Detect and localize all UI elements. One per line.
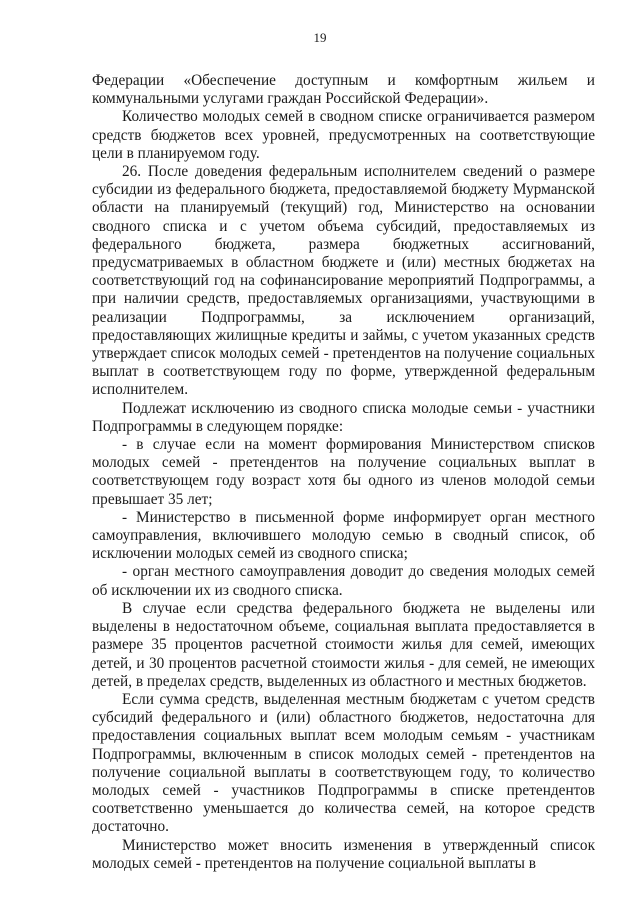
paragraph-family-count: Количество молодых семей в сводном списке ограничивается размером средств бюджетов всех уровней, предусмотренных на соответствующие цели в планируемом году. <box>92 108 595 162</box>
paragraph-continuation: Федерации «Обеспечение доступным и комфортным жильем и коммунальными услугами граждан Российской Федерации». <box>92 72 595 108</box>
paragraph-exclusion-intro: Подлежат исключению из сводного списка молодые семьи - участники Подпрограммы в следующем порядке: <box>92 399 595 435</box>
paragraph-insufficient-funds: Если сумма средств, выделенная местным бюджетам с учетом средств субсидий федерального и (или) областного бюджетов, недостаточна для предоставления социальных выплат всем молодым семьям - участникам Подпрограммы, включенным в список молодых семей - претендентов на получение социальной выплаты в соответствующем году, то количество молодых семей - участников Подпрограммы в списке претендентов соответственно уменьшается до количества семей, на которое средств достаточно. <box>92 690 595 836</box>
list-item-age-limit: - в случае если на момент формирования Министерством списков молодых семей - претендентов на получение социальных выплат в соответствующем году возраст хотя бы одного из членов молодой семьи превышает 35 лет; <box>92 436 595 508</box>
document-body <box>92 72 595 873</box>
page-number: 19 <box>313 30 327 45</box>
paragraph-clause-26: 26. После доведения федеральным исполнителем сведений о размере субсидии из федерального бюджета, предоставляемой бюджету Мурманской области на планируемый (текущий) год, Министерство на основании сводного списка и с учетом объема субсидий, предоставляемых из федерального бюджета, размера бюджетных ассигнований, предусматриваемых в областном бюджете и (или) местных бюджетах на соответствующий год на софинансирование мероприятий Подпрограммы, а при наличии средств, предоставляемых организациями, участвующими в реализации Подпрограммы, за исключением организаций, предоставляющих жилищные кредиты и займы, с учетом указанных средств утверждает список молодых семей - претендентов на получение социальных выплат в соответствующем году по форме, утвержденной федеральным исполнителем. <box>92 163 595 399</box>
list-item-ministry-notice: - Министерство в письменной форме информирует орган местного самоуправления, включившего молодую семью в сводный список, об исключении молодых семей из сводного списка; <box>92 508 595 563</box>
paragraph-federal-shortfall: В случае если средства федерального бюджета не выделены или выделены в недостаточном объеме, социальная выплата предоставляется в размере 35 процентов расчетной стоимости жилья для семей, имеющих детей, и 30 процентов расчетной стоимости жилья - для семей, не имеющих детей, в пределах средств, выделенных из областного и местных бюджетов. <box>92 599 595 690</box>
list-item-local-notice: - орган местного самоуправления доводит до сведения молодых семей об исключении их из сводного списка. <box>92 563 595 599</box>
paragraph-list-changes: Министерство может вносить изменения в утвержденный список молодых семей - претендентов на получение социальной выплаты в <box>92 836 595 872</box>
